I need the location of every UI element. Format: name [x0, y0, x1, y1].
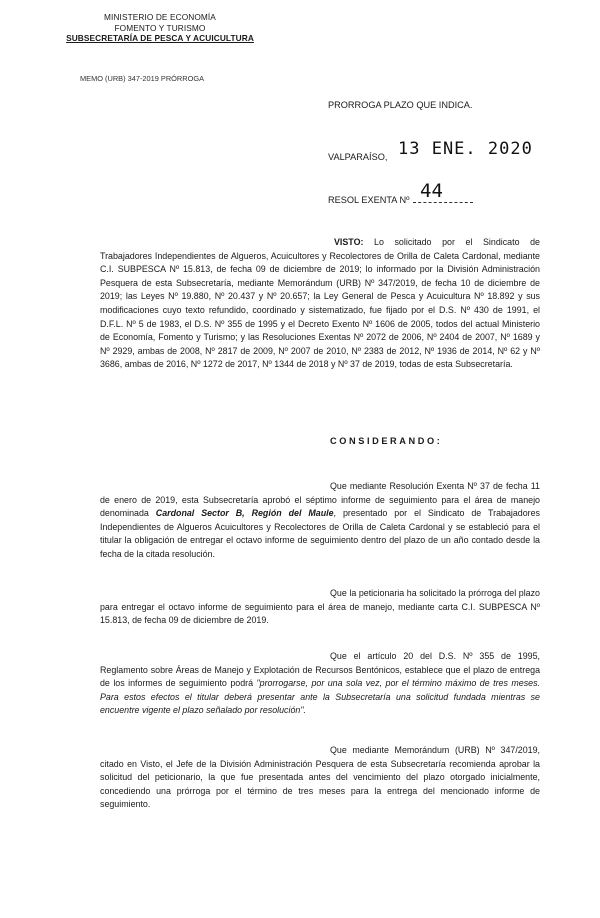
letterhead [60, 12, 260, 44]
management-area-name: Cardonal Sector B, Región del Maule [155, 508, 334, 519]
considerando-2: Que la peticionaria ha solicitado la prórroga del plazo para entregar el octavo informe de seguimiento para el área de manejo, mediante carta C.I. SUBPESCA Nº 15.813, de fecha 09 de diciembre de 2019. [100, 588, 540, 626]
resolution-label [328, 195, 473, 205]
ministry-name-line1: MINISTERIO DE ECONOMÍA [104, 12, 216, 22]
considerando-4: Que mediante Memorándum (URB) Nº 347/2019, citado en Visto, el Jefe de la División Administración Pesquera de esta Subsecretaría recomienda aprobar la solicitud del peticionario, la que fue presentada antes del vencimiento del plazo otorgado inicialmente, concediendo una prórroga por el término de tres meses para la entrega del mencionado informe de seguimiento. [100, 745, 540, 810]
considerando-3-text: Que el artículo 20 del D.S. Nº 355 de 1995, Reglamento sobre Áreas de Manejo y Explotación de Recursos Bentónicos, establece que el plazo de entrega de los informes de seguimiento podrá [100, 651, 540, 689]
visto-label: VISTO: [334, 237, 364, 247]
subsecretaria-name: SUBSECRETARÍA DE PESCA Y ACUICULTURA [66, 33, 254, 44]
document-topic: PRORROGA PLAZO QUE INDICA. [328, 100, 473, 110]
considerando-heading: CONSIDERANDO: [330, 436, 443, 446]
place-label: VALPARAÍSO, [328, 152, 388, 162]
date-stamp: 13 ENE. 2020 [398, 139, 533, 159]
considerando-1 [100, 480, 540, 562]
resolution-number-line [413, 202, 473, 203]
ministry-name-line2: FOMENTO Y TURISMO [114, 22, 206, 33]
resolution-number: 44 [420, 180, 443, 202]
visto-paragraph [100, 236, 540, 372]
regulation-quote: "prorrogarse, por una sola vez, por el término máximo de tres meses. Para estos efectos el titular deberá presentar ante la Subsecretaría una solicitud fundada mientras se encuentre vigente el plazo señalado por resolución". [100, 678, 540, 716]
considerando-1-text-a: Que mediante Resolución Exenta Nº 37 de fecha 11 de enero de 2019, esta Subsecretaría aprobó el séptimo informe de seguimiento para el área de manejo denominada [100, 481, 540, 519]
visto-text: Lo solicitado por el Sindicato de Trabajadores Independientes de Algueros, Acuicultores y Recolectores de Orilla de Caleta Cardonal, mediante C.I. SUBPESCA Nº 15.813, de fecha 09 de diciembre de 2019; lo informado por la División Administración Pesquera de esta Subsecretaría, mediante Memorándum (URB) Nº 347/2019, de fecha 10 de diciembre de 2019; las Leyes Nº 19.880, Nº 20.437 y Nº 20.657; la Ley General de Pesca y Acuicultura Nº 18.892 y sus modificaciones cuyo texto refundido, coordinado y sistematizado, fue fijado por el D.S. Nº 430 de 1991, el D.F.L. Nº 5 de 1983, el D.S. Nº 355 de 1995 y el Decreto Exento Nº 1606 de 2005, todos del actual Ministerio de Economía, Fomento y Turismo; y las Resoluciones Exentas Nº 2072 de 2006, Nº 2404 de 2007, Nº 1689 y Nº 2929, ambas de 2008, Nº 2817 de 2009, Nº 2007 de 2010, Nº 2383 de 2012, Nº 1936 de 2014, Nº 62 y Nº 3686, ambas de 2016, Nº 1272 de 2017, Nº 1344 de 2018 y Nº 37 de 2019, todas de esta Subsecretaría. [100, 237, 540, 370]
memo-reference: MEMO (URB) 347-2019 PRÓRROGA [80, 74, 205, 83]
considerando-1-text-b: , presentado por el Sindicato de Trabajadores Independientes de Algueros Acuicultores y Recolectores de Orilla de Caleta Cardonal y se estableció para el titular la obligación de entregar el octavo informe de seguimiento dentro del plazo de un año contado desde la fecha de la citada resolución. [100, 508, 540, 559]
resolution-label-text: RESOL EXENTA Nº [328, 195, 410, 205]
considerando-3 [100, 650, 540, 718]
